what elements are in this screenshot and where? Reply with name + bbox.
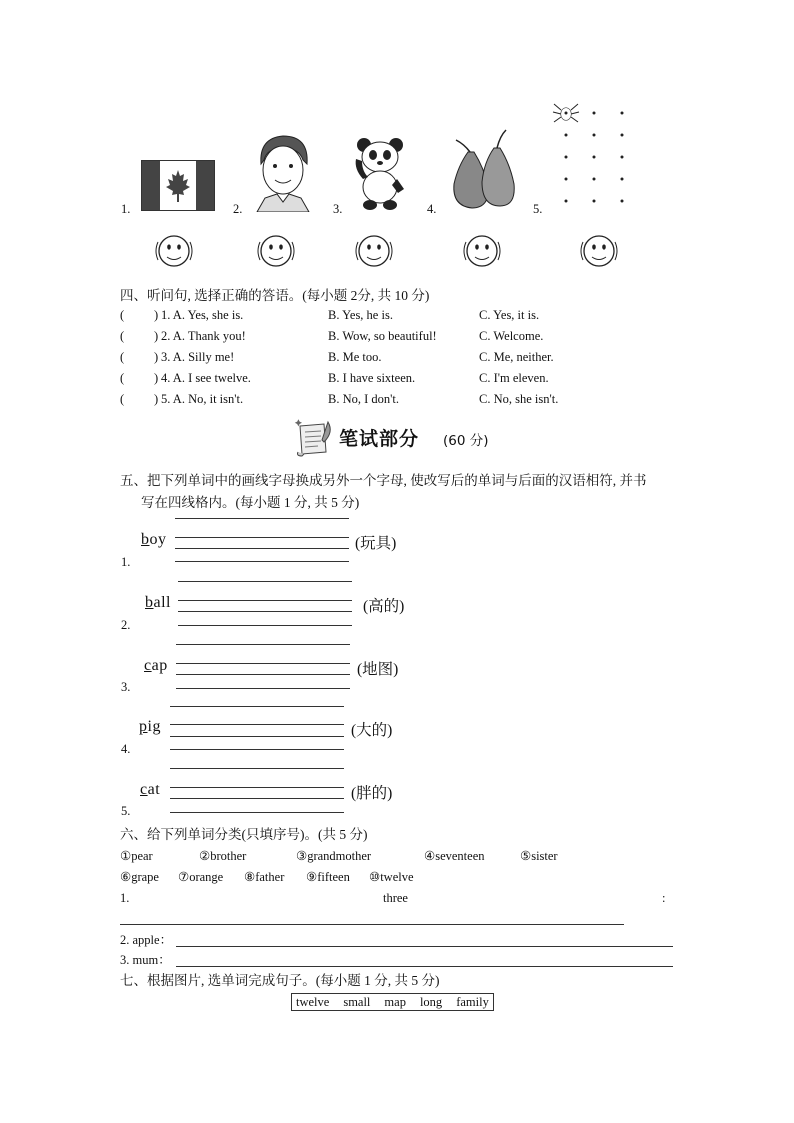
chinese-hint: (大的) bbox=[351, 722, 393, 739]
picture-number-5: 5. bbox=[533, 202, 543, 216]
category-2-label: 2. apple： bbox=[120, 933, 173, 947]
answer-paren-open: ( bbox=[120, 329, 125, 343]
chinese-hint: (胖的) bbox=[351, 785, 393, 802]
picture-number-3: 3. bbox=[333, 202, 343, 216]
word-option: ⑤sister bbox=[520, 849, 558, 863]
underlined-letter: b bbox=[141, 531, 150, 548]
chinese-hint: (地图) bbox=[357, 661, 399, 678]
category-1-word: three bbox=[383, 891, 408, 905]
answer-paren-open: ( bbox=[120, 350, 125, 364]
smiley-face-icon bbox=[153, 234, 195, 268]
word-bank-item: long bbox=[419, 995, 443, 1009]
word-option: ③grandmother bbox=[296, 849, 372, 863]
word-option: ⑦orange bbox=[178, 870, 224, 884]
option-a: 3. A. Silly me! bbox=[161, 350, 235, 364]
option-b: B. Me too. bbox=[328, 350, 382, 364]
word-bank-item: small bbox=[343, 995, 371, 1009]
option-b: B. Yes, he is. bbox=[328, 308, 393, 322]
answer-paren-close: ) bbox=[154, 329, 159, 343]
option-b: B. Wow, so beautiful! bbox=[328, 329, 437, 343]
word-ball bbox=[145, 594, 171, 612]
question-row bbox=[120, 391, 680, 412]
option-b: B. No, I don't. bbox=[328, 392, 400, 406]
word-option: ⑥grape bbox=[120, 870, 159, 884]
section6-title: 六、给下列单词分类(只填序号)。(共 5 分) bbox=[120, 827, 368, 842]
canada-flag-picture bbox=[141, 160, 215, 211]
smiley-face-icon bbox=[578, 234, 620, 268]
option-c: C. Yes, it is. bbox=[479, 308, 540, 322]
section5-title-line2: 写在四线格内。(每小题 1 分, 共 5 分) bbox=[141, 495, 360, 510]
word-option: ②brother bbox=[199, 849, 247, 863]
word-list-row-1 bbox=[120, 848, 680, 864]
option-c: C. I'm eleven. bbox=[479, 371, 549, 385]
answer-paren-open: ( bbox=[120, 392, 125, 406]
word-rest: at bbox=[147, 781, 161, 798]
answer-paren-close: ) bbox=[154, 392, 159, 406]
smiley-face-icon bbox=[461, 234, 503, 268]
word-bank-box bbox=[291, 993, 494, 1011]
word-pig bbox=[139, 718, 161, 736]
written-part-title: 笔试部分 bbox=[339, 428, 420, 450]
answer-line bbox=[176, 946, 673, 947]
section4-questions bbox=[120, 307, 680, 412]
word-rest: oy bbox=[149, 531, 167, 548]
chinese-hint: (高的) bbox=[363, 598, 405, 615]
scroll-quill-icon bbox=[294, 418, 336, 460]
pears-picture bbox=[448, 126, 518, 212]
word-cat bbox=[140, 781, 160, 799]
question-row bbox=[120, 307, 680, 328]
word-option: ⑨fifteen bbox=[306, 870, 350, 884]
category-1-colon: : bbox=[662, 891, 666, 905]
item-number: 4. bbox=[121, 742, 131, 756]
word-rest: ig bbox=[147, 718, 161, 735]
answer-paren-close: ) bbox=[154, 308, 159, 322]
picture-number-4: 4. bbox=[427, 202, 437, 216]
word-bank-item: family bbox=[456, 995, 489, 1009]
answer-line bbox=[176, 966, 673, 967]
option-a: 2. A. Thank you! bbox=[161, 329, 246, 343]
section7-title: 七、根据图片, 选单词完成句子。(每小题 1 分, 共 5 分) bbox=[120, 973, 440, 988]
underlined-letter: b bbox=[145, 594, 154, 611]
written-part-score: (60 分) bbox=[443, 433, 489, 449]
word-rest: ap bbox=[151, 657, 168, 674]
answer-paren-open: ( bbox=[120, 308, 125, 322]
underlined-letter: c bbox=[144, 657, 152, 674]
section5-title: 五、把下列单词中的画线字母换成另外一个字母, 使改写后的单词与后面的汉语相符, 并书 bbox=[120, 473, 647, 488]
chinese-hint: (玩具) bbox=[355, 535, 397, 552]
word-cap bbox=[144, 657, 168, 675]
item-number: 3. bbox=[121, 680, 131, 694]
category-1-number: 1. bbox=[120, 891, 130, 905]
answer-paren-close: ) bbox=[154, 350, 159, 364]
answer-paren-open: ( bbox=[120, 371, 125, 385]
question-row bbox=[120, 370, 680, 391]
word-rest: all bbox=[153, 594, 171, 611]
option-a: 1. A. Yes, she is. bbox=[161, 308, 244, 322]
section4-title: 四、听问句, 选择正确的答语。(每小题 2分, 共 10 分) bbox=[120, 288, 430, 303]
word-list-row-2 bbox=[120, 869, 680, 885]
answer-line bbox=[120, 924, 624, 925]
panda-picture bbox=[352, 135, 408, 211]
picture-number-2: 2. bbox=[233, 202, 243, 216]
smiley-face-icon bbox=[353, 234, 395, 268]
word-boy bbox=[141, 531, 167, 549]
item-number: 2. bbox=[121, 618, 131, 632]
picture-number-1: 1. bbox=[121, 202, 131, 216]
option-c: C. Welcome. bbox=[479, 329, 544, 343]
word-option: ①pear bbox=[120, 849, 153, 863]
question-row bbox=[120, 328, 680, 349]
item-number: 1. bbox=[121, 555, 131, 569]
word-option: ⑧father bbox=[244, 870, 285, 884]
underlined-letter: p bbox=[139, 718, 148, 735]
item-number: 5. bbox=[121, 804, 131, 818]
option-c: C. No, she isn't. bbox=[479, 392, 559, 406]
word-option: ⑩twelve bbox=[369, 870, 414, 884]
question-row bbox=[120, 349, 680, 370]
word-option: ④seventeen bbox=[424, 849, 485, 863]
word-bank-item: twelve bbox=[296, 995, 330, 1009]
boy-picture bbox=[251, 130, 315, 212]
option-b: B. I have sixteen. bbox=[328, 371, 416, 385]
smiley-face-icon bbox=[255, 234, 297, 268]
spiders-picture bbox=[552, 102, 640, 214]
category-3-label: 3. mum： bbox=[120, 953, 171, 967]
option-a: 4. A. I see twelve. bbox=[161, 371, 251, 385]
word-bank-item: map bbox=[384, 995, 406, 1009]
underlined-letter: c bbox=[140, 781, 148, 798]
option-c: C. Me, neither. bbox=[479, 350, 554, 364]
option-a: 5. A. No, it isn't. bbox=[161, 392, 244, 406]
answer-paren-close: ) bbox=[154, 371, 159, 385]
